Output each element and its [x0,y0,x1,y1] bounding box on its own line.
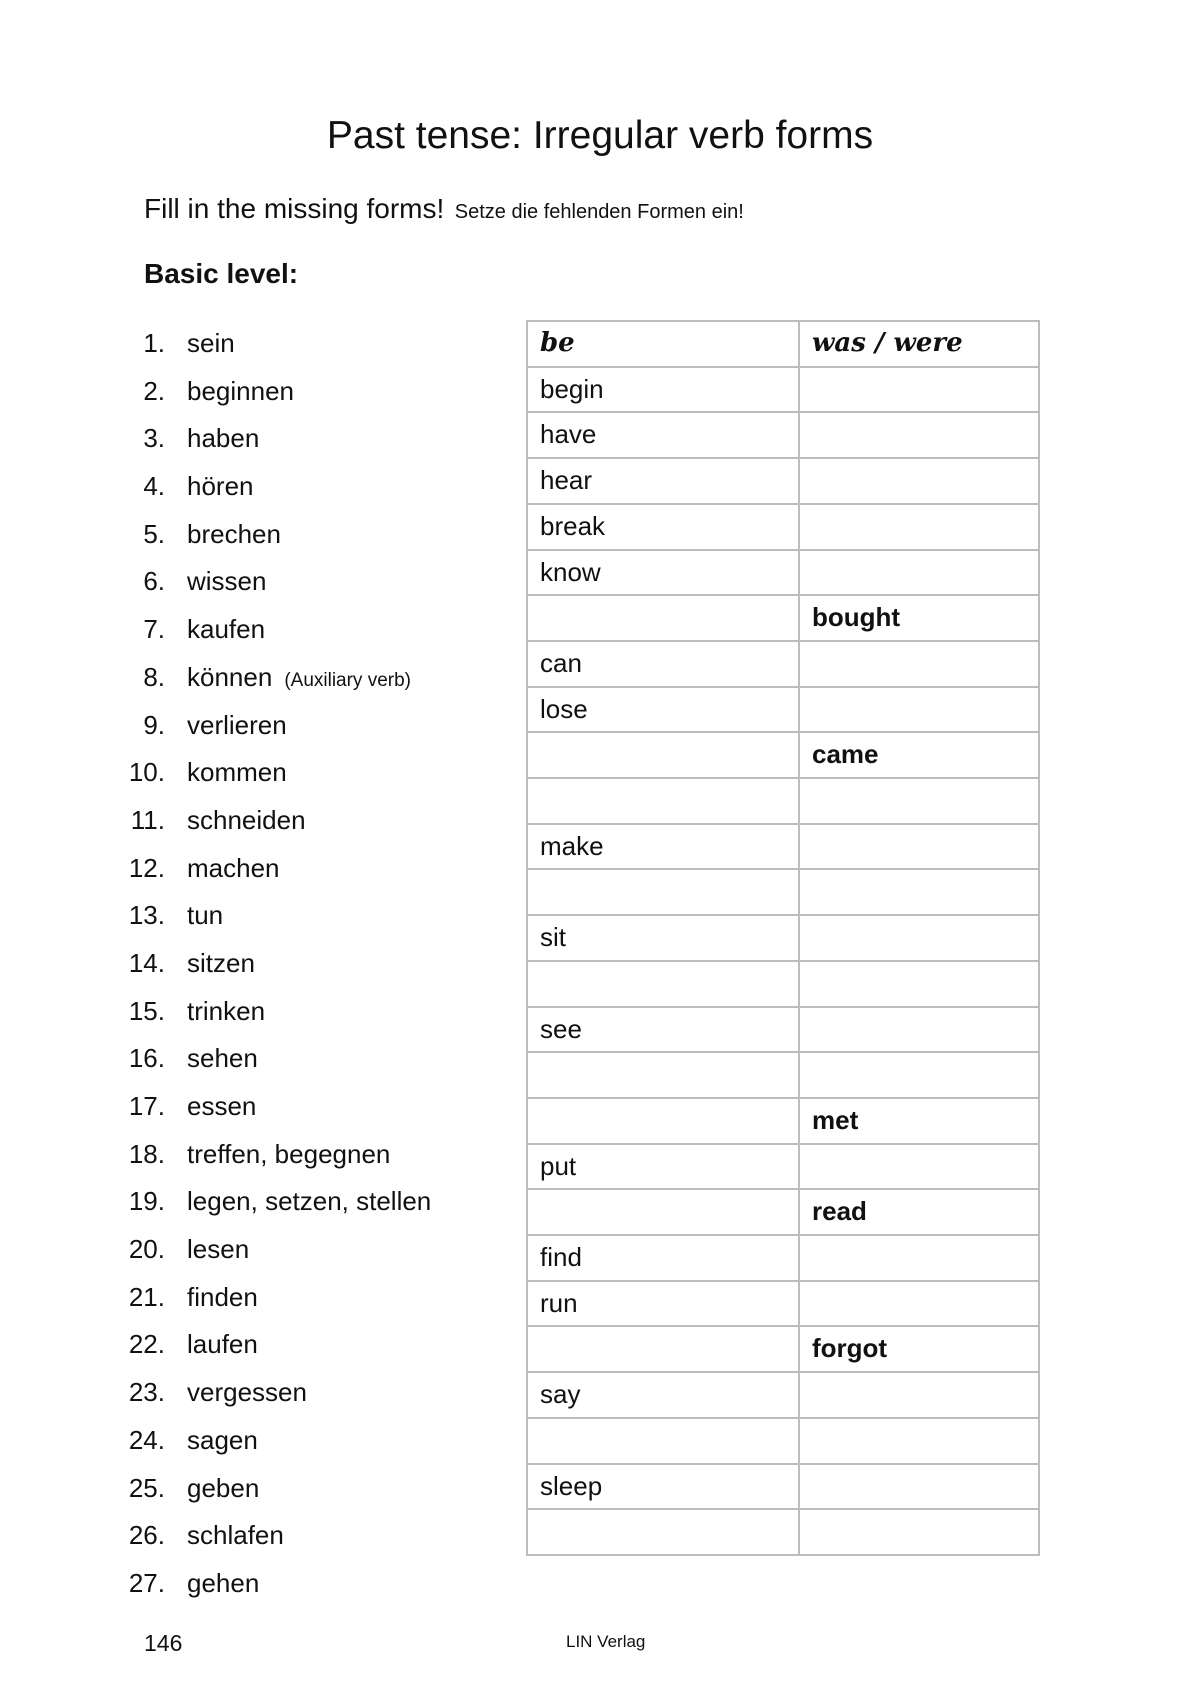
infinitive-cell[interactable]: run [527,1281,799,1327]
verb-row [120,1321,520,1369]
german-verb [187,1131,390,1179]
verb-row [120,463,520,511]
verb-number: 11. [130,804,165,835]
german-verb-text: schneiden [187,804,306,835]
german-verb [187,1321,258,1369]
verb-number: 9. [143,709,165,740]
infinitive-cell[interactable]: put [527,1144,799,1190]
table-row [527,458,1039,504]
german-verb-text: können [187,661,273,692]
past-tense-cell[interactable] [799,412,1039,458]
table-row [527,1464,1039,1510]
verb-row [120,1131,520,1179]
verb-row [120,1035,520,1083]
infinitive-cell[interactable] [527,1326,799,1372]
verb-row [120,845,520,893]
table-row [527,961,1039,1007]
german-verb-text: wissen [187,566,267,597]
verb-row [120,702,520,750]
past-tense-cell[interactable] [799,1281,1039,1327]
german-verb-text: sein [187,328,235,358]
past-tense-cell[interactable] [799,1372,1039,1418]
verb-row [120,320,520,368]
infinitive-cell[interactable] [527,1098,799,1144]
infinitive-cell[interactable]: can [527,641,799,687]
german-verb [187,702,287,750]
verb-number: 24. [128,1424,165,1455]
verb-row [120,606,520,654]
german-verb [187,511,281,559]
infinitive-cell[interactable] [527,1052,799,1098]
verb-row [120,892,520,940]
verb-number: 2. [143,375,165,406]
german-verb [187,1274,258,1322]
infinitive-cell[interactable]: have [527,412,799,458]
german-verb [187,892,223,940]
infinitive-cell[interactable] [527,869,799,915]
german-verb [187,1369,307,1417]
table-row [527,1281,1039,1327]
table-row [527,1098,1039,1144]
german-verb [187,749,287,797]
verb-number: 6. [143,566,165,597]
german-verb [187,558,266,606]
infinitive-cell[interactable] [527,1509,799,1555]
german-verb [187,1178,431,1226]
past-tense-cell[interactable] [799,458,1039,504]
table-row [527,504,1039,550]
infinitive-cell[interactable]: break [527,504,799,550]
german-verb [187,1226,249,1274]
page-title: Past tense: Irregular verb forms [326,114,874,157]
instruction-german: Setze die fehlenden Formen ein! [454,201,744,223]
german-verb-text: haben [187,423,260,454]
past-tense-cell[interactable] [799,687,1039,733]
infinitive-cell[interactable]: know [527,550,799,596]
verb-number: 16. [128,1043,165,1074]
infinitive-cell[interactable] [527,1418,799,1464]
table-row [527,1235,1039,1281]
german-verb [187,320,235,368]
past-tense-cell[interactable]: bought [799,595,1039,641]
past-tense-cell[interactable] [799,1509,1039,1555]
past-tense-cell[interactable] [799,915,1039,961]
infinitive-cell[interactable] [527,1189,799,1235]
verb-row [120,1417,520,1465]
past-tense-cell[interactable]: came [799,732,1039,778]
past-tense-cell[interactable] [799,1007,1039,1053]
table-row [527,915,1039,961]
past-tense-cell[interactable] [799,869,1039,915]
verb-row [120,1226,520,1274]
past-tense-cell[interactable] [799,1418,1039,1464]
verb-note: (Auxiliary verb) [284,669,412,691]
verb-row [120,654,520,702]
german-verb [187,1083,256,1131]
table-row [527,824,1039,870]
verb-number: 18. [128,1138,165,1169]
infinitive-cell[interactable]: sleep [527,1464,799,1510]
table-row [527,732,1039,778]
verb-row [120,1178,520,1226]
verb-number: 23. [128,1377,165,1408]
german-verb-text: tun [187,900,224,931]
verb-number: 4. [143,471,165,502]
verb-number: 7. [143,614,165,645]
publisher-name: LIN Verlag [566,1632,646,1651]
infinitive-cell[interactable]: be [527,321,799,367]
verb-row [120,1369,520,1417]
verb-row [120,940,520,988]
german-verb-text: schlafen [187,1520,284,1551]
german-verb [187,463,254,511]
table-row [527,367,1039,413]
level-heading: Basic level: [144,258,299,289]
german-verb [187,1465,259,1513]
verb-number: 17. [128,1091,165,1121]
past-tense-cell[interactable] [799,367,1039,413]
german-verb-list [120,320,520,1608]
verb-forms-table [526,320,1040,1556]
german-verb-text: trinken [187,995,266,1026]
past-tense-cell[interactable] [799,961,1039,1007]
table-row [527,1372,1039,1418]
table-row [527,641,1039,687]
german-verb-text: gehen [187,1567,260,1598]
german-verb-text: essen [187,1091,257,1121]
german-verb-text: sehen [187,1043,258,1074]
past-tense-cell[interactable] [799,1144,1039,1190]
verb-row [120,1274,520,1322]
instruction [144,193,744,225]
german-verb [187,1512,284,1560]
table-row [527,1326,1039,1372]
german-verb [187,654,411,705]
verb-number: 12. [128,852,165,883]
table-row [527,550,1039,596]
german-verb-text: verlieren [187,709,287,740]
verb-row [120,1560,520,1608]
infinitive-cell[interactable] [527,732,799,778]
table-row [527,321,1039,367]
table-row [527,1007,1039,1053]
past-tense-cell[interactable] [799,824,1039,870]
verb-row [120,1083,520,1131]
verb-row [120,368,520,416]
verb-row [120,749,520,797]
german-verb-text: sitzen [187,947,255,978]
german-verb-text: kommen [187,757,287,788]
german-verb-text: laufen [187,1329,258,1360]
past-tense-cell[interactable] [799,641,1039,687]
german-verb [187,940,255,988]
infinitive-cell[interactable]: find [527,1235,799,1281]
german-verb [187,1417,258,1465]
german-verb-text: geben [187,1472,260,1503]
infinitive-cell[interactable]: see [527,1007,799,1053]
verb-number: 25. [128,1472,165,1503]
german-verb [187,1560,259,1608]
verb-row [120,988,520,1036]
past-tense-cell[interactable] [799,1235,1039,1281]
infinitive-cell[interactable]: hear [527,458,799,504]
table-row [527,1052,1039,1098]
verb-row [120,797,520,845]
table-row [527,595,1039,641]
german-verb-text: brechen [187,518,281,549]
verb-row [120,415,520,463]
german-verb-text: kaufen [187,614,266,645]
past-tense-cell[interactable] [799,1464,1039,1510]
table-row [527,412,1039,458]
verb-number: 10. [128,757,165,788]
german-verb [187,606,265,654]
past-tense-cell[interactable] [799,550,1039,596]
infinitive-cell[interactable]: say [527,1372,799,1418]
verb-row [120,558,520,606]
german-verb-text: sagen [187,1424,258,1455]
past-tense-cell[interactable] [799,504,1039,550]
infinitive-cell[interactable] [527,778,799,824]
verb-row [120,511,520,559]
german-verb-text: lesen [187,1234,250,1265]
verb-row [120,1512,520,1560]
table-row [527,1509,1039,1555]
instruction-english: Fill in the missing forms! [144,193,445,224]
german-verb-text: beginnen [187,375,294,406]
past-tense-cell[interactable]: met [799,1098,1039,1144]
german-verb [187,797,306,845]
table-row [527,869,1039,915]
table-row [527,687,1039,733]
german-verb-text: treffen, begegnen [187,1138,391,1169]
infinitive-cell[interactable] [527,961,799,1007]
verb-row [120,1465,520,1513]
german-verb-text: hören [187,471,254,502]
past-tense-cell[interactable]: read [799,1189,1039,1235]
verb-number: 20. [128,1234,165,1265]
german-verb-text: legen, setzen, stellen [187,1186,432,1217]
table-row [527,1189,1039,1235]
german-verb [187,368,294,416]
german-verb [187,988,265,1036]
german-verb [187,1035,258,1083]
past-tense-cell[interactable]: was / were [799,321,1039,367]
verb-number: 14. [128,947,165,978]
german-verb-text: vergessen [187,1377,307,1408]
table-row [527,1418,1039,1464]
verb-number: 21. [128,1281,165,1312]
verb-number: 15. [128,995,165,1026]
verb-number: 8. [143,661,165,692]
german-verb-text: machen [187,852,280,883]
infinitive-cell[interactable] [527,595,799,641]
table-row [527,1144,1039,1190]
verb-number: 19. [128,1186,165,1217]
verb-number: 27. [128,1567,165,1598]
verb-number: 22. [128,1329,165,1360]
page-number: 146 [144,1630,183,1656]
infinitive-cell[interactable]: sit [527,915,799,961]
german-verb [187,845,280,893]
infinitive-cell[interactable]: make [527,824,799,870]
verb-number: 1. [143,328,165,358]
past-tense-cell[interactable]: forgot [799,1326,1039,1372]
past-tense-cell[interactable] [799,1052,1039,1098]
verb-number: 13. [128,900,165,931]
infinitive-cell[interactable]: begin [527,367,799,413]
verb-number: 3. [143,423,165,454]
table-row [527,778,1039,824]
german-verb-text: finden [187,1281,258,1312]
verb-number: 5. [143,518,165,549]
past-tense-cell[interactable] [799,778,1039,824]
infinitive-cell[interactable]: lose [527,687,799,733]
verb-number: 26. [128,1520,165,1551]
german-verb [187,415,259,463]
